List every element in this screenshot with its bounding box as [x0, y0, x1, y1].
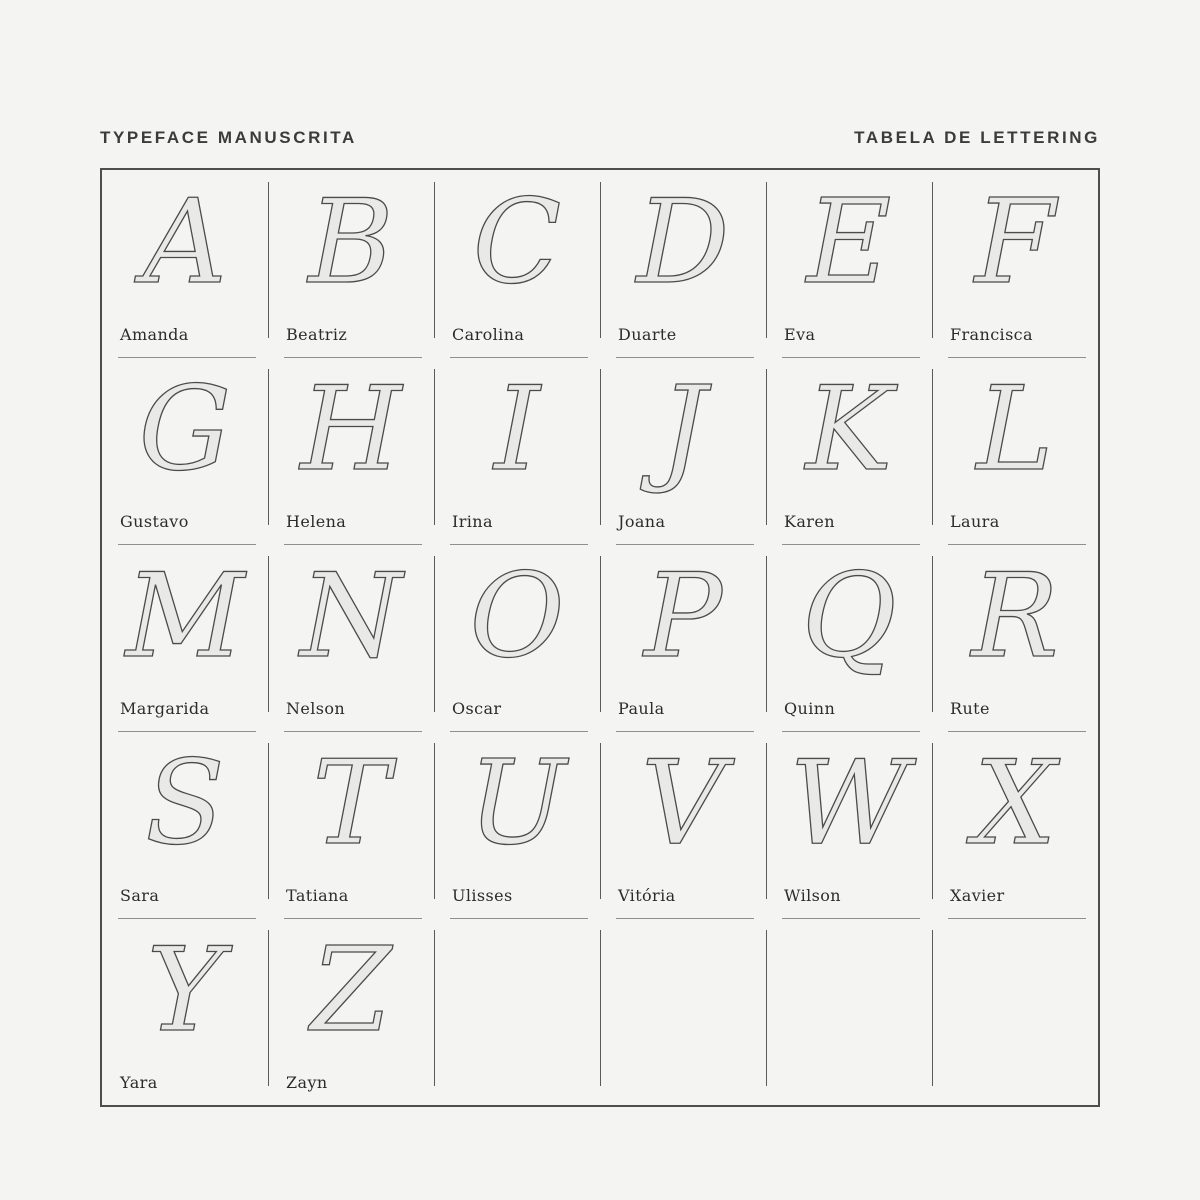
column-separator-line — [766, 369, 767, 525]
column-separator-line — [434, 369, 435, 525]
script-letter: O — [469, 548, 565, 684]
script-letter: V — [641, 735, 725, 871]
letter-name-label: Xavier — [950, 886, 1005, 905]
letter-name-label: Margarida — [120, 699, 210, 718]
letter-cell-d — [600, 170, 766, 357]
letter-cell-s — [102, 731, 268, 918]
letter-cell-w — [766, 731, 932, 918]
letter-cell-u — [434, 731, 600, 918]
script-letter: W — [789, 735, 909, 871]
left-title: TYPEFACE MANUSCRITA — [100, 128, 357, 147]
column-separator-line — [932, 930, 933, 1086]
script-letter: D — [636, 174, 730, 310]
letter-name-label: Sara — [120, 886, 160, 905]
letter-name-label: Paula — [618, 699, 665, 718]
column-separator-line — [434, 930, 435, 1086]
script-letter: Y — [146, 922, 224, 1058]
letter-cell-l — [932, 357, 1098, 544]
letter-cell-z — [268, 918, 434, 1105]
column-separator-line — [600, 556, 601, 712]
script-letter: M — [125, 548, 245, 684]
column-separator-line — [932, 556, 933, 712]
script-letter: I — [494, 361, 540, 497]
letter-cell-t — [268, 731, 434, 918]
script-letter: S — [145, 735, 225, 871]
letter-cell-o — [434, 544, 600, 731]
script-letter: N — [300, 548, 402, 684]
empty-cell — [434, 918, 600, 1105]
script-letter: K — [805, 361, 893, 497]
letter-name-label: Gustavo — [120, 512, 189, 531]
letter-name-label: Ulisses — [452, 886, 513, 905]
letter-name-label: Carolina — [452, 325, 525, 344]
letter-name-label: Francisca — [950, 325, 1033, 344]
column-separator-line — [434, 182, 435, 338]
letter-cell-c — [434, 170, 600, 357]
column-separator-line — [268, 556, 269, 712]
letter-cell-a — [102, 170, 268, 357]
column-separator-line — [766, 556, 767, 712]
column-separator-line — [268, 743, 269, 899]
letter-cell-h — [268, 357, 434, 544]
letter-cell-m — [102, 544, 268, 731]
letter-cell-x — [932, 731, 1098, 918]
letter-cell-v — [600, 731, 766, 918]
lettering-table — [100, 168, 1100, 1107]
script-letter: L — [976, 361, 1054, 497]
letter-name-label: Duarte — [618, 325, 677, 344]
script-letter: Q — [801, 548, 897, 684]
letter-name-label: Yara — [120, 1073, 158, 1092]
script-letter: G — [138, 361, 232, 497]
letter-cell-b — [268, 170, 434, 357]
script-letter: P — [643, 548, 723, 684]
column-separator-line — [932, 182, 933, 338]
script-letter: E — [806, 174, 892, 310]
letter-cell-i — [434, 357, 600, 544]
script-letter: J — [659, 361, 707, 497]
column-separator-line — [434, 556, 435, 712]
letter-name-label: Karen — [784, 512, 835, 531]
letter-name-label: Eva — [784, 325, 816, 344]
column-separator-line — [434, 743, 435, 899]
letter-cell-n — [268, 544, 434, 731]
empty-cell — [766, 918, 932, 1105]
letter-name-label: Helena — [286, 512, 347, 531]
column-separator-line — [600, 930, 601, 1086]
column-separator-line — [766, 182, 767, 338]
letter-cell-y — [102, 918, 268, 1105]
letter-name-label: Amanda — [120, 325, 189, 344]
column-separator-line — [766, 743, 767, 899]
column-separator-line — [268, 369, 269, 525]
script-letter: H — [300, 361, 402, 497]
letter-cell-q — [766, 544, 932, 731]
script-letter: Z — [310, 922, 392, 1058]
letter-cell-f — [932, 170, 1098, 357]
letter-name-label: Beatriz — [286, 325, 348, 344]
letter-cell-k — [766, 357, 932, 544]
column-separator-line — [600, 182, 601, 338]
letter-name-label: Nelson — [286, 699, 346, 718]
script-letter: X — [973, 735, 1057, 871]
header — [100, 128, 1100, 148]
letter-name-label: Zayn — [286, 1073, 328, 1092]
script-letter: A — [143, 174, 227, 310]
letter-name-label: Laura — [950, 512, 1000, 531]
right-title: TABELA DE LETTERING — [854, 128, 1100, 147]
letter-name-label: Vitória — [618, 886, 676, 905]
letter-name-label: Rute — [950, 699, 990, 718]
column-separator-line — [268, 182, 269, 338]
empty-cell — [600, 918, 766, 1105]
column-separator-line — [600, 369, 601, 525]
script-letter: C — [472, 174, 562, 310]
letter-cell-r — [932, 544, 1098, 731]
script-letter: F — [974, 174, 1056, 310]
letter-name-label: Oscar — [452, 699, 502, 718]
column-separator-line — [932, 369, 933, 525]
script-letter: U — [468, 735, 566, 871]
column-separator-line — [766, 930, 767, 1086]
letter-name-label: Wilson — [784, 886, 841, 905]
letter-cell-g — [102, 357, 268, 544]
letter-name-label: Irina — [452, 512, 493, 531]
column-separator-line — [600, 743, 601, 899]
letter-cell-e — [766, 170, 932, 357]
letter-cell-p — [600, 544, 766, 731]
empty-cell — [932, 918, 1098, 1105]
letter-name-label: Quinn — [784, 699, 836, 718]
letter-cell-j — [600, 357, 766, 544]
letter-name-label: Joana — [618, 512, 666, 531]
column-separator-line — [268, 930, 269, 1086]
letter-name-label: Tatiana — [286, 886, 349, 905]
script-letter: B — [308, 174, 394, 310]
script-letter: R — [971, 548, 1059, 684]
column-separator-line — [932, 743, 933, 899]
script-letter: T — [312, 735, 390, 871]
